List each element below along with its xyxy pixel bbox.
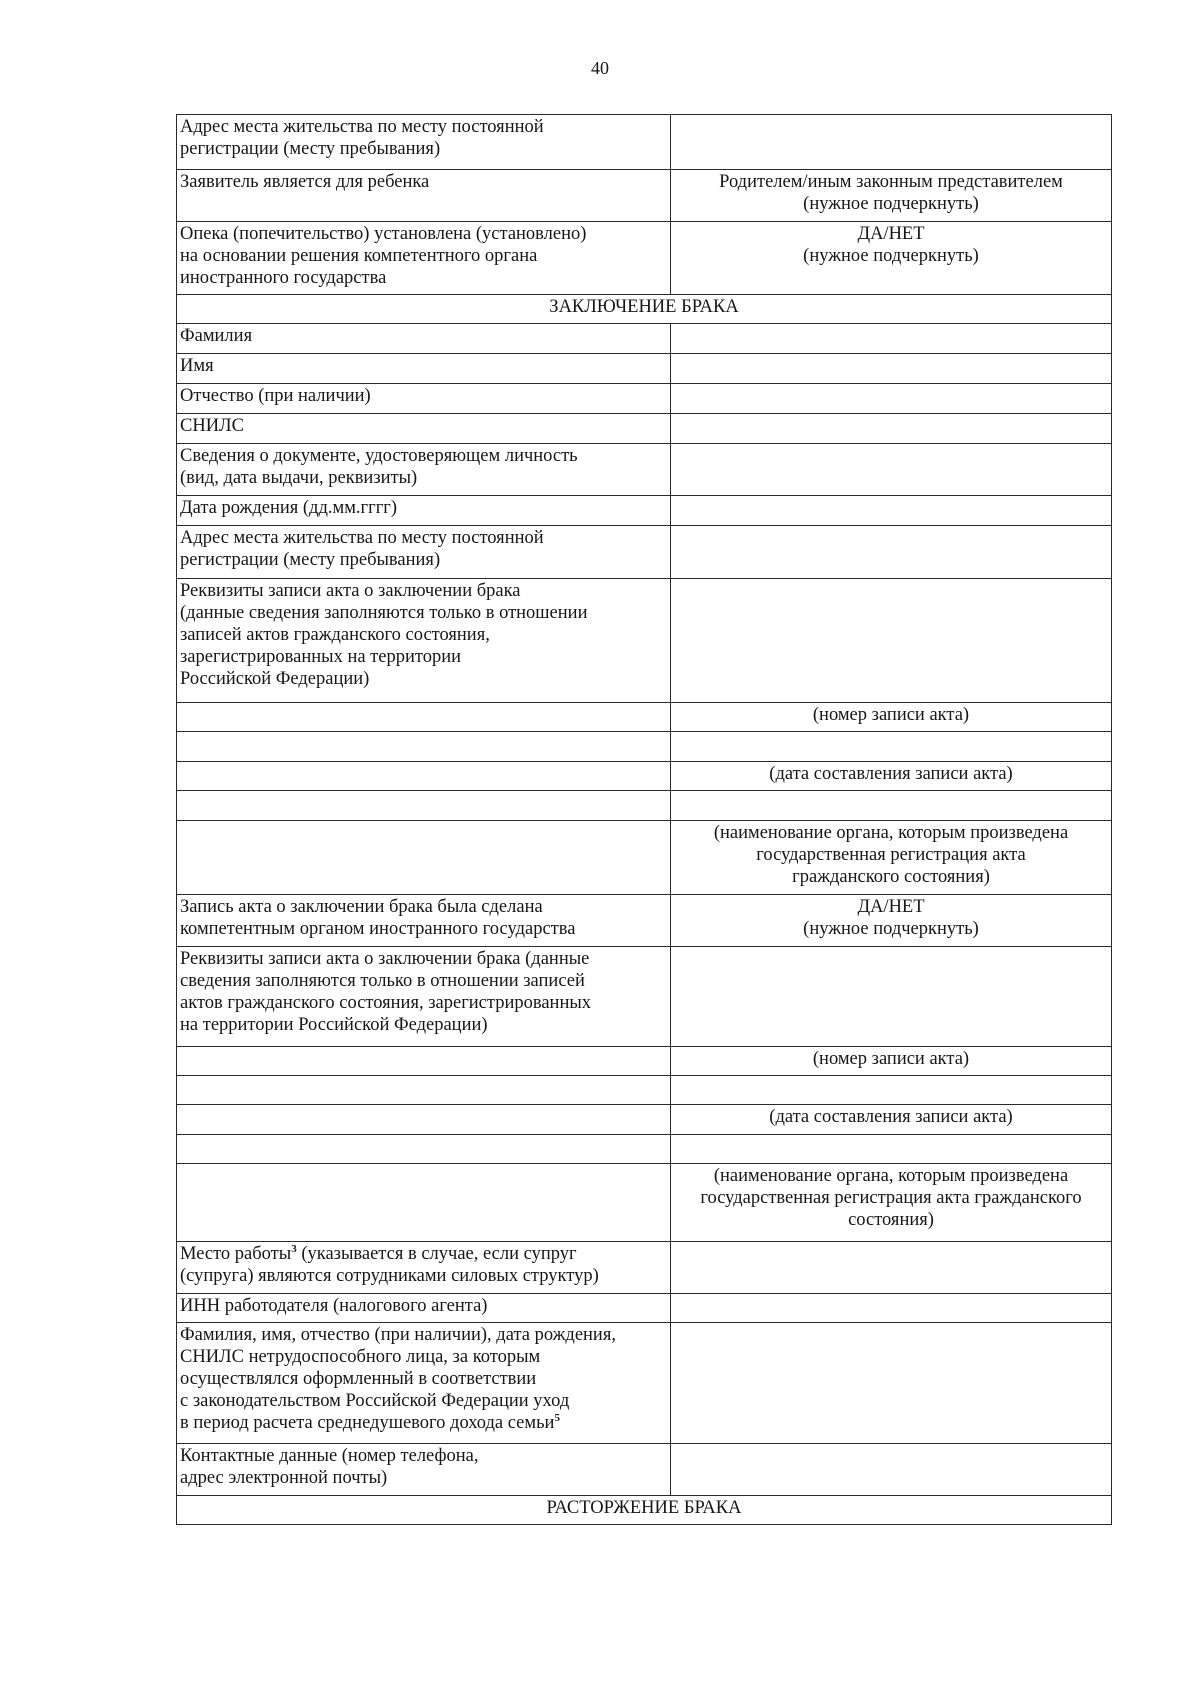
field-value-cell[interactable]	[671, 1444, 1112, 1496]
field-label	[177, 791, 671, 821]
form-row	[177, 170, 1112, 222]
field-value-hint: Родителем/иным законным представителем (нужное подчеркнуть)	[671, 170, 1112, 222]
form-row	[177, 732, 1112, 762]
form-row	[177, 947, 1112, 1047]
form-row	[177, 579, 1112, 703]
field-label-text: Реквизиты записи акта о заключении брака (данные сведения заполняются только в отношении записей актов гражданского состояния, зарегистрированных на территории Российской Федерации)	[180, 949, 592, 1035]
form-row	[177, 222, 1112, 295]
form-row	[177, 1323, 1112, 1444]
field-value-cell[interactable]	[671, 579, 1112, 703]
form-row	[177, 115, 1112, 170]
field-label	[177, 895, 671, 947]
field-value-cell[interactable]	[671, 732, 1112, 762]
form-row	[177, 444, 1112, 496]
field-label-text: Заявитель является для ребенка	[180, 172, 430, 192]
field-label-text: Адрес места жительства по месту постоянной регистрации (месту пребывания)	[180, 528, 544, 570]
field-label	[177, 444, 671, 496]
field-label	[177, 1242, 671, 1294]
form-row	[177, 526, 1112, 579]
field-value-hint: (дата составления записи акта)	[671, 762, 1112, 791]
field-label	[177, 354, 671, 384]
field-value-cell[interactable]	[671, 1294, 1112, 1323]
form-row	[177, 1105, 1112, 1135]
form-row	[177, 384, 1112, 414]
field-label	[177, 762, 671, 791]
section-title: РАСТОРЖЕНИЕ БРАКА	[177, 1496, 1112, 1525]
field-label	[177, 414, 671, 444]
field-label	[177, 1444, 671, 1496]
section-header-row	[177, 295, 1112, 324]
form-row	[177, 414, 1112, 444]
form-row	[177, 496, 1112, 526]
field-label-text: Сведения о документе, удостоверяющем личность (вид, дата выдачи, реквизиты)	[180, 446, 578, 488]
section-title: ЗАКЛЮЧЕНИЕ БРАКА	[177, 295, 1112, 324]
field-label	[177, 579, 671, 703]
form-row	[177, 762, 1112, 791]
field-value-hint: ДА/НЕТ (нужное подчеркнуть)	[671, 895, 1112, 947]
field-value-cell[interactable]	[671, 496, 1112, 526]
field-label	[177, 115, 671, 170]
field-label-text: Опека (попечительство) установлена (установлено) на основании решения компетентного органа иностранного государства	[180, 224, 587, 288]
field-label	[177, 703, 671, 732]
field-value-hint: (наименование органа, которым произведена государственная регистрация акта гражданского состояния)	[671, 1164, 1112, 1242]
form-row	[177, 1444, 1112, 1496]
field-label	[177, 324, 671, 354]
field-label	[177, 1294, 671, 1323]
field-label-text: Место работы	[180, 1244, 292, 1264]
field-value-cell[interactable]	[671, 444, 1112, 496]
form-row	[177, 354, 1112, 384]
field-label	[177, 732, 671, 762]
field-label	[177, 526, 671, 579]
field-label-text: Реквизиты записи акта о заключении брака (данные сведения заполняются только в отношении записей актов гражданского состояния, зарегистрированных на территории Российской Федерации)	[180, 581, 588, 689]
field-value-cell[interactable]	[671, 354, 1112, 384]
field-label-text: Запись акта о заключении брака была сделана компетентным органом иностранного государства	[180, 897, 576, 939]
field-label	[177, 1047, 671, 1076]
footnote-marker: 3	[291, 1242, 297, 1255]
field-label-text: Дата рождения (дд.мм.гггг)	[180, 498, 398, 518]
form-row	[177, 1135, 1112, 1164]
field-value-hint: (номер записи акта)	[671, 703, 1112, 732]
form-row	[177, 1076, 1112, 1105]
field-value-cell[interactable]	[671, 115, 1112, 170]
field-value-cell[interactable]	[671, 791, 1112, 821]
form-row	[177, 791, 1112, 821]
field-value-cell[interactable]	[671, 1076, 1112, 1105]
field-label	[177, 170, 671, 222]
field-label-text: Имя	[180, 356, 214, 376]
field-value-cell[interactable]	[671, 414, 1112, 444]
field-value-cell[interactable]	[671, 526, 1112, 579]
section-header-row	[177, 1496, 1112, 1525]
field-label	[177, 1135, 671, 1164]
field-value-hint: ДА/НЕТ (нужное подчеркнуть)	[671, 222, 1112, 295]
field-label	[177, 1323, 671, 1444]
form-body	[177, 115, 1112, 1525]
field-label	[177, 1076, 671, 1105]
form-row	[177, 703, 1112, 732]
page-number: 40	[591, 58, 609, 78]
field-label-text: Фамилия	[180, 326, 253, 346]
field-value-hint: (дата составления записи акта)	[671, 1105, 1112, 1135]
form-row	[177, 821, 1112, 895]
application-form-table	[176, 114, 1112, 1525]
field-label-text: Отчество (при наличии)	[180, 386, 371, 406]
form-row	[177, 895, 1112, 947]
form-row	[177, 1164, 1112, 1242]
field-label-text-continued: (указывается в случае, если супруг (супруга) являются сотрудниками силовых структур)	[180, 1244, 599, 1286]
field-label	[177, 821, 671, 895]
field-label	[177, 1164, 671, 1242]
field-value-cell[interactable]	[671, 947, 1112, 1047]
field-label	[177, 384, 671, 414]
field-value-cell[interactable]	[671, 324, 1112, 354]
field-value-cell[interactable]	[671, 384, 1112, 414]
field-value-hint: (номер записи акта)	[671, 1047, 1112, 1076]
field-label-text: Контактные данные (номер телефона, адрес электронной почты)	[180, 1446, 479, 1488]
field-label-text: Адрес места жительства по месту постоянной регистрации (месту пребывания)	[180, 117, 544, 159]
form-row	[177, 324, 1112, 354]
field-label-text: СНИЛС	[180, 416, 244, 436]
field-value-cell[interactable]	[671, 1323, 1112, 1444]
form-row	[177, 1047, 1112, 1076]
field-label-text: ИНН работодателя (налогового агента)	[180, 1296, 488, 1316]
footnote-marker: 5	[554, 1411, 560, 1424]
field-label	[177, 947, 671, 1047]
field-value-cell[interactable]	[671, 1242, 1112, 1294]
form-row	[177, 1242, 1112, 1294]
field-value-cell[interactable]	[671, 1135, 1112, 1164]
field-label-text: Фамилия, имя, отчество (при наличии), дата рождения, СНИЛС нетрудоспособного лица, за которым осуществлялся оформленный в соответствии с законодательством Российской Федерации уход в период расчета среднедушевого дохода семьи	[180, 1325, 616, 1433]
field-value-hint: (наименование органа, которым произведена государственная регистрация акта гражданского состояния)	[671, 821, 1112, 895]
field-label	[177, 222, 671, 295]
field-label	[177, 1105, 671, 1135]
field-label	[177, 496, 671, 526]
form-row	[177, 1294, 1112, 1323]
